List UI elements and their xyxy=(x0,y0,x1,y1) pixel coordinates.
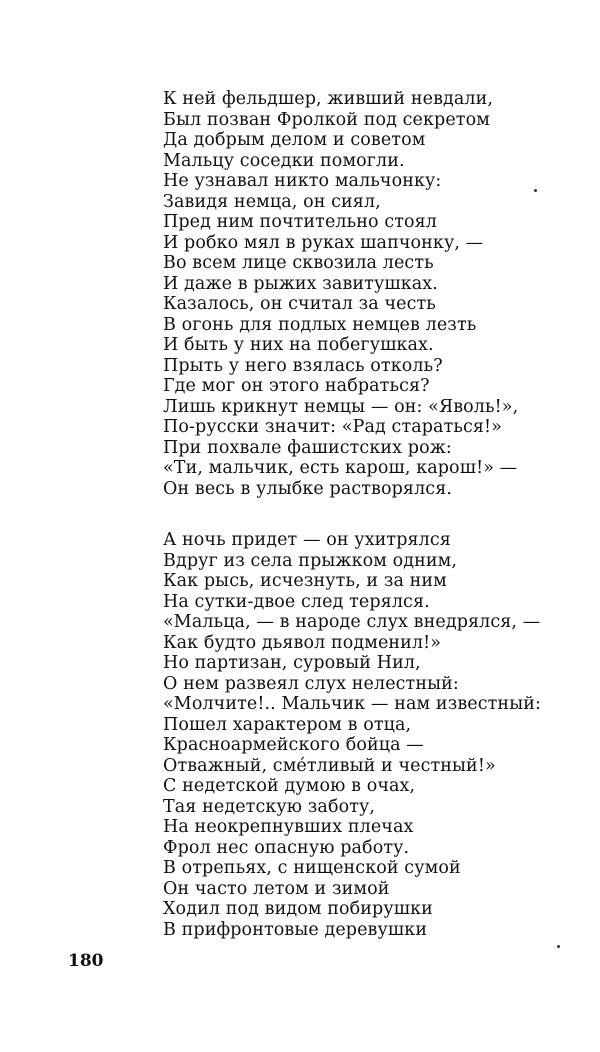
verse-line: Во всем лице сквозила лесть xyxy=(163,253,434,273)
verse-line: Как будто дьявол подменил!» xyxy=(163,632,442,653)
verse-line: Казалось, он считал за честь xyxy=(163,294,436,314)
verse-line: Прыть у него взялась отколь? xyxy=(163,355,443,376)
verse-line: На сутки-двое след терялся. xyxy=(163,591,430,612)
verse-line: А ночь придет — он ухитрялся xyxy=(163,530,451,550)
verse-line: О нем развеял слух нелестный: xyxy=(163,673,459,694)
stanza-2 xyxy=(163,530,541,940)
verse-line: При похвале фашистских рож: xyxy=(163,437,452,458)
verse-line: И робко мял в руках шапчонку, — xyxy=(163,232,484,253)
verse-line: Лишь крикнут немцы — он: «Яволь!», xyxy=(163,396,519,417)
verse-line: Был позван Фролкой под секретом xyxy=(163,109,490,130)
page-number: 180 xyxy=(68,951,104,971)
verse-line: И быть у них на побегушках. xyxy=(163,335,434,355)
verse-line: «Мальца, — в народе слух внедрялся, — xyxy=(163,612,541,632)
print-speck xyxy=(557,945,560,948)
verse-line: Где мог он этого набраться? xyxy=(163,376,430,396)
verse-line: И даже в рыжих завитушках. xyxy=(163,273,438,294)
verse-line: Завидя немца, он сиял, xyxy=(163,191,381,212)
verse-line: Вдруг из села прыжком одним, xyxy=(163,550,458,571)
verse-line: Как рысь, исчезнуть, и за ним xyxy=(163,571,447,591)
verse-line: Он часто летом и зимой xyxy=(163,878,390,899)
verse-line: Отважный, сме́тливый и честный!» xyxy=(163,755,496,776)
verse-line: «Ти, мальчик, есть карош, карош!» — xyxy=(163,458,518,478)
verse-line: В огонь для подлых немцев лезть xyxy=(163,314,477,335)
print-speck xyxy=(534,189,537,192)
verse-line: Да добрым делом и советом xyxy=(163,130,426,150)
verse-line: Тая недетскую заботу, xyxy=(163,796,376,817)
verse-line: Мальцу соседки помогли. xyxy=(163,150,405,171)
verse-line: К ней фельдшер, живший невдали, xyxy=(163,89,494,109)
verse-line: Фрол нес опасную работу. xyxy=(163,837,410,858)
verse-line: По-русски значит: «Рад стараться!» xyxy=(163,417,502,437)
verse-line: На неокрепнувших плечах xyxy=(163,817,414,837)
verse-line: Пошел характером в отца, xyxy=(163,714,412,735)
verse-line: В отрепьях, с нищенской сумой xyxy=(163,858,461,878)
verse-line: «Молчите!.. Мальчик — нам известный: xyxy=(163,694,541,714)
verse-line: Он весь в улыбке растворялся. xyxy=(163,478,452,499)
verse-line: Но партизан, суровый Нил, xyxy=(163,653,421,673)
stanza-1 xyxy=(163,89,518,499)
verse-line: Ходил под видом побирушки xyxy=(163,899,433,919)
verse-line: В прифронтовые деревушки xyxy=(163,919,428,940)
verse-line: Не узнавал никто мальчонку: xyxy=(163,171,442,191)
verse-line: С недетской думою в очах, xyxy=(163,776,416,796)
verse-line: Пред ним почтительно стоял xyxy=(163,212,437,232)
verse-line: Красноармейского бойца — xyxy=(163,735,424,755)
